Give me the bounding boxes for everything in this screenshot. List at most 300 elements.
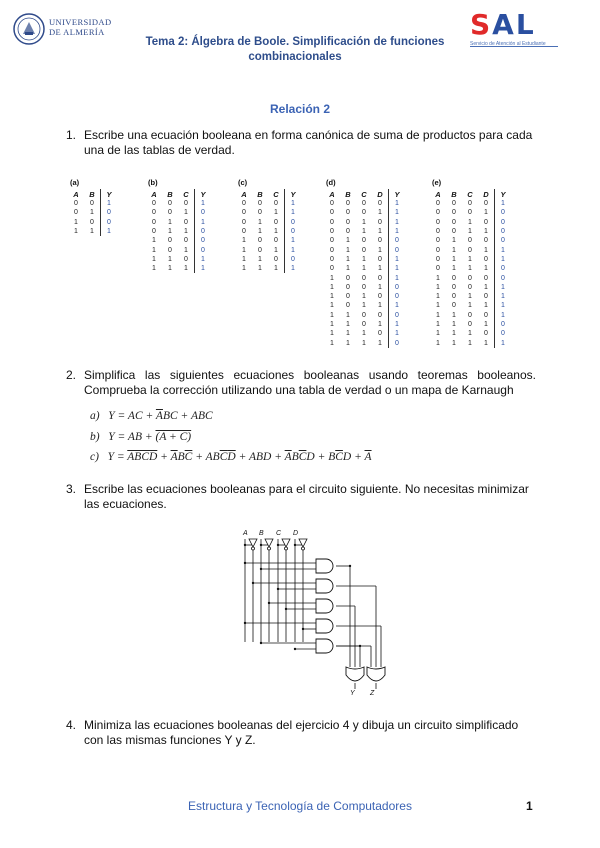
truth-table-row xyxy=(146,236,211,245)
truth-table-cell: 0 xyxy=(330,209,334,217)
sal-logo xyxy=(470,10,560,50)
truth-table xyxy=(430,189,511,348)
truth-table-cell: 0 xyxy=(330,200,334,208)
truth-table-cell: 0 xyxy=(184,237,188,245)
truth-table-cell: 0 xyxy=(389,338,406,347)
truth-table-cell: 1 xyxy=(285,208,302,217)
truth-table-cell: 1 xyxy=(168,265,172,273)
truth-table-cell: 0 xyxy=(330,228,334,236)
truth-table-cell: 1 xyxy=(389,320,406,329)
truth-table-header: A xyxy=(329,189,335,199)
truth-table-row xyxy=(236,208,301,217)
truth-table-cell: 0 xyxy=(378,237,382,245)
truth-table-header: Y xyxy=(389,189,406,199)
truth-table-cell: 1 xyxy=(389,208,406,217)
truth-table-cell: 0 xyxy=(362,311,366,319)
truth-table-cell: 1 xyxy=(495,338,512,347)
truth-table-cell: 0 xyxy=(378,200,382,208)
truth-table-cell: 0 xyxy=(436,237,440,245)
truth-table-cell: 0 xyxy=(258,209,262,217)
question-4: 4. Minimiza las ecuaciones booleanas del ejercicio 4 y dibuja un circuito simplificado con las mismas funciones Y y Z. xyxy=(66,718,519,747)
truth-table-cell: 1 xyxy=(468,293,472,301)
truth-table-cell: 1 xyxy=(484,339,488,347)
truth-table-cell: 0 xyxy=(452,228,456,236)
truth-table-cell: 1 xyxy=(184,209,188,217)
truth-table-cell: 1 xyxy=(436,283,440,291)
truth-table-cell: 0 xyxy=(389,245,406,254)
truth-table-row xyxy=(430,199,511,208)
truth-table-cell: 0 xyxy=(346,302,350,310)
truth-table-cell: 1 xyxy=(484,302,488,310)
truth-table-row xyxy=(324,208,405,217)
question-2: 2. Simplifica las siguientes ecuaciones booleanas usando teoremas booleanos. Comprueba la corrección utilizando una tabla de verdad o un mapa de Karnaugh xyxy=(66,368,536,397)
truth-table-cell: 1 xyxy=(484,283,488,291)
truth-table-cell: 0 xyxy=(330,218,334,226)
truth-table-cell: 0 xyxy=(330,255,334,263)
truth-table-cell: 1 xyxy=(74,218,78,226)
truth-table-label: (b) xyxy=(148,178,158,187)
truth-table-header: C xyxy=(361,189,367,199)
truth-table-cell: 0 xyxy=(285,218,302,227)
truth-table-cell: 1 xyxy=(436,330,440,338)
input-label-a: A xyxy=(243,530,248,537)
truth-table-cell: 0 xyxy=(285,255,302,264)
truth-table-cell: 1 xyxy=(195,264,212,273)
truth-table-cell: 1 xyxy=(152,237,156,245)
truth-table-cell: 1 xyxy=(152,255,156,263)
truth-table-cell: 0 xyxy=(378,330,382,338)
truth-table-row xyxy=(430,227,511,236)
truth-table-cell: 1 xyxy=(484,321,488,328)
truth-table-cell: 0 xyxy=(346,218,350,226)
truth-table-row xyxy=(68,227,117,236)
sal-logo-subtitle: Servicio de Atención al Estudiante xyxy=(470,41,546,47)
truth-table-cell: 1 xyxy=(330,339,334,347)
truth-table-cell: 1 xyxy=(389,264,406,273)
truth-table-cell: 0 xyxy=(274,200,278,208)
truth-table-cell: 1 xyxy=(389,218,406,227)
truth-table-cell: 0 xyxy=(452,293,456,301)
truth-table-cell: 1 xyxy=(184,228,188,236)
truth-table-header: Y xyxy=(285,189,302,199)
truth-table xyxy=(236,189,301,273)
truth-table-cell: 0 xyxy=(452,302,456,310)
truth-table-cell: 1 xyxy=(452,265,456,273)
truth-table-cell: 0 xyxy=(346,274,350,282)
footer-course: Estructura y Tecnología de Computadores xyxy=(188,799,412,813)
truth-table-cell: 0 xyxy=(484,293,488,301)
truth-table xyxy=(68,189,117,236)
truth-table-cell: 1 xyxy=(330,311,334,319)
truth-table-row xyxy=(324,311,405,320)
truth-table-header: A xyxy=(435,189,441,199)
truth-table-cell: 1 xyxy=(362,339,366,347)
truth-table-row xyxy=(430,283,511,292)
truth-table-row xyxy=(68,208,117,217)
truth-table-cell: 1 xyxy=(330,274,334,282)
truth-table-cell: 0 xyxy=(436,228,440,236)
truth-table-row xyxy=(236,227,301,236)
truth-table-cell: 1 xyxy=(452,311,456,319)
truth-table-cell: 0 xyxy=(436,255,440,263)
truth-table-row xyxy=(146,227,211,236)
truth-table-row xyxy=(324,255,405,264)
truth-table-cell: 0 xyxy=(378,311,382,319)
truth-table-row xyxy=(430,273,511,282)
truth-table xyxy=(146,189,211,273)
input-label-d: D xyxy=(293,530,299,537)
truth-table-header: B xyxy=(257,189,263,199)
truth-table-row xyxy=(430,264,511,273)
truth-table-cell: 1 xyxy=(484,265,488,273)
relacion-title: Relación 2 xyxy=(269,102,331,116)
truth-table-cell: 0 xyxy=(468,283,472,291)
truth-table-cell: 0 xyxy=(484,218,488,226)
truth-table-header: Y xyxy=(195,189,212,199)
truth-table-cell: 1 xyxy=(346,330,350,338)
truth-table-row xyxy=(236,255,301,264)
truth-table-cell: 1 xyxy=(468,339,472,347)
truth-table-cell: 0 xyxy=(242,218,246,226)
truth-table-cell: 1 xyxy=(346,265,350,273)
truth-table-row xyxy=(236,264,301,273)
truth-table-cell: 1 xyxy=(274,265,278,273)
truth-table-cell: 1 xyxy=(378,339,382,347)
truth-table-cell: 1 xyxy=(168,255,172,263)
truth-table-cell: 0 xyxy=(468,311,472,319)
output-label-y: Y xyxy=(350,690,355,697)
truth-table-cell: 1 xyxy=(452,255,456,263)
truth-table-cell: 1 xyxy=(330,302,334,310)
truth-table-cell: 1 xyxy=(484,228,488,236)
truth-table-cell: 0 xyxy=(152,218,156,226)
truth-table-cell: 1 xyxy=(468,330,472,338)
truth-table-cell: 0 xyxy=(90,200,94,208)
truth-table-cell: 0 xyxy=(346,209,350,217)
truth-table-cell: 0 xyxy=(495,218,512,227)
truth-table-cell: 1 xyxy=(468,302,472,310)
truth-table-row xyxy=(146,199,211,208)
output-label-z: Z xyxy=(370,690,375,697)
truth-table-cell: 0 xyxy=(389,283,406,292)
truth-table-header: Y xyxy=(495,189,512,199)
truth-table-header: C xyxy=(273,189,279,199)
truth-table-cell: 1 xyxy=(436,274,440,282)
truth-table-cell: 1 xyxy=(484,209,488,217)
truth-table-cell: 1 xyxy=(436,293,440,301)
truth-table-row xyxy=(324,218,405,227)
truth-table-cell: 1 xyxy=(468,265,472,273)
truth-table-cell: 0 xyxy=(362,200,366,208)
truth-table-row xyxy=(430,208,511,217)
truth-table-cell: 1 xyxy=(346,246,350,254)
truth-table-cell: 1 xyxy=(452,339,456,347)
truth-table-cell: 0 xyxy=(378,218,382,226)
logic-circuit-diagram xyxy=(238,527,400,697)
truth-table-cell: 0 xyxy=(362,237,366,245)
truth-table-row xyxy=(146,208,211,217)
equation-c: c) Y = ABCD + $\overline{A}B\overline{C} + AB\overline{C}\overline{D}$ + ABD + $\overline{A}B\overline{C}D + B\overline{C}D + \overline{A}$ xyxy=(90,451,372,463)
university-seal-icon xyxy=(13,13,45,45)
truth-table-row xyxy=(430,236,511,245)
truth-table-cell: 1 xyxy=(495,255,512,264)
truth-table-cell: 1 xyxy=(74,228,78,236)
page-number: 1 xyxy=(526,799,533,813)
truth-table-cell: 0 xyxy=(495,236,512,245)
truth-table-cell: 0 xyxy=(468,246,472,254)
truth-table-cell: 0 xyxy=(74,200,78,208)
truth-table-cell: 1 xyxy=(274,228,278,236)
and-gates xyxy=(316,559,333,653)
truth-table-row xyxy=(324,264,405,273)
truth-table-row xyxy=(430,255,511,264)
truth-table-cell: 0 xyxy=(495,273,512,282)
truth-table-cell: 0 xyxy=(346,293,350,301)
truth-table-header: B xyxy=(89,189,95,199)
truth-table-cell: 1 xyxy=(362,228,366,236)
truth-table-cell: 0 xyxy=(362,246,366,254)
input-label-b: B xyxy=(259,530,264,537)
truth-table-cell: 1 xyxy=(436,339,440,347)
truth-table-header: D xyxy=(483,189,489,199)
truth-table-cell: 0 xyxy=(184,200,188,208)
truth-table-cell: 1 xyxy=(101,199,118,208)
truth-table-header: C xyxy=(183,189,189,199)
truth-table-row xyxy=(324,283,405,292)
truth-table-header: D xyxy=(377,189,383,199)
truth-table-cell: 0 xyxy=(495,227,512,236)
truth-table-cell: 1 xyxy=(389,199,406,208)
truth-table-cell: 0 xyxy=(468,209,472,217)
truth-table-cell: 0 xyxy=(152,209,156,217)
truth-table-cell: 0 xyxy=(452,209,456,217)
truth-table-cell: 0 xyxy=(274,218,278,226)
truth-table-cell: 1 xyxy=(274,246,278,254)
document-title: Tema 2: Álgebra de Boole. Simplificación de funciones combinacionales xyxy=(145,36,445,63)
truth-table-cell: 0 xyxy=(468,321,472,328)
truth-table-cell: 1 xyxy=(242,246,246,254)
truth-table-cell: 1 xyxy=(362,293,366,301)
truth-table-cell: 1 xyxy=(389,301,406,310)
truth-table-cell: 0 xyxy=(330,246,334,254)
truth-table-cell: 0 xyxy=(452,200,456,208)
truth-table-cell: 1 xyxy=(378,246,382,254)
truth-table-cell: 1 xyxy=(242,237,246,245)
truth-table-row xyxy=(430,218,511,227)
truth-table-header: A xyxy=(151,189,157,199)
truth-table-cell: 0 xyxy=(330,237,334,245)
truth-table-cell: 1 xyxy=(389,273,406,282)
truth-table-row xyxy=(324,320,405,329)
truth-table-cell: 1 xyxy=(362,218,366,226)
truth-table-cell: 0 xyxy=(346,200,350,208)
truth-table-cell: 1 xyxy=(285,236,302,245)
truth-table-cell: 0 xyxy=(378,255,382,263)
truth-table-cell: 1 xyxy=(362,302,366,310)
truth-table-cell: 0 xyxy=(242,200,246,208)
truth-table-cell: 0 xyxy=(452,274,456,282)
truth-table-cell: 1 xyxy=(258,255,262,263)
truth-table-cell: 0 xyxy=(484,200,488,208)
truth-table-cell: 1 xyxy=(330,321,334,328)
truth-table-cell: 0 xyxy=(285,227,302,236)
truth-table-row xyxy=(324,329,405,338)
truth-table-cell: 0 xyxy=(362,274,366,282)
truth-table xyxy=(324,189,405,348)
truth-table-cell: 1 xyxy=(152,246,156,254)
truth-table-cell: 1 xyxy=(184,265,188,273)
truth-table-cell: 0 xyxy=(101,208,118,217)
truth-table-cell: 0 xyxy=(468,200,472,208)
truth-table-row xyxy=(324,273,405,282)
truth-table-cell: 1 xyxy=(258,218,262,226)
truth-table-cell: 0 xyxy=(258,246,262,254)
truth-table-cell: 1 xyxy=(330,283,334,291)
truth-table-cell: 1 xyxy=(452,246,456,254)
truth-table-cell: 1 xyxy=(495,292,512,301)
truth-table-cell: 0 xyxy=(242,209,246,217)
truth-table-cell: 1 xyxy=(90,209,94,217)
truth-table-cell: 0 xyxy=(346,228,350,236)
truth-table-row xyxy=(430,338,511,347)
truth-table-row xyxy=(324,338,405,347)
truth-table-row xyxy=(430,329,511,338)
truth-table-cell: 0 xyxy=(258,200,262,208)
truth-table-cell: 0 xyxy=(436,218,440,226)
truth-table-row xyxy=(146,255,211,264)
truth-table-cell: 1 xyxy=(468,255,472,263)
truth-table-cell: 0 xyxy=(495,320,512,329)
truth-table-cell: 1 xyxy=(285,245,302,254)
truth-table-cell: 1 xyxy=(378,283,382,291)
truth-table-cell: 0 xyxy=(484,255,488,263)
question-3: 3. Escribe las ecuaciones booleanas para el circuito siguiente. No necesitas minimizar las ecuaciones. xyxy=(66,482,529,511)
truth-table-cell: 1 xyxy=(378,209,382,217)
truth-table-cell: 1 xyxy=(330,293,334,301)
truth-table-cell: 0 xyxy=(90,218,94,226)
equation-b: b) Y = AB + (A + C) xyxy=(90,431,192,443)
truth-table-cell: 0 xyxy=(436,265,440,273)
truth-table-cell: 1 xyxy=(468,218,472,226)
truth-table-cell: 1 xyxy=(495,245,512,254)
truth-table-row xyxy=(68,218,117,227)
truth-table-cell: 0 xyxy=(495,208,512,217)
truth-table-cell: 1 xyxy=(495,199,512,208)
truth-table-cell: 1 xyxy=(495,311,512,320)
truth-table-cell: 1 xyxy=(285,199,302,208)
truth-table-cell: 1 xyxy=(330,330,334,338)
university-name: UNIVERSIDAD DE ALMERÍA xyxy=(49,17,112,37)
truth-table-label: (c) xyxy=(238,178,248,187)
truth-table-header: B xyxy=(451,189,457,199)
truth-table-cell: 1 xyxy=(436,321,440,328)
truth-table-row xyxy=(430,320,511,329)
truth-table-cell: 0 xyxy=(452,283,456,291)
truth-table-cell: 0 xyxy=(242,228,246,236)
or-gates xyxy=(346,667,385,681)
truth-table-cell: 1 xyxy=(389,227,406,236)
truth-table-cell: 1 xyxy=(452,330,456,338)
truth-table-cell: 0 xyxy=(195,208,212,217)
truth-table-cell: 0 xyxy=(258,237,262,245)
truth-table-cell: 0 xyxy=(168,209,172,217)
truth-table-cell: 1 xyxy=(452,237,456,245)
truth-table-cell: 0 xyxy=(378,293,382,301)
truth-table-cell: 0 xyxy=(389,311,406,320)
truth-table-cell: 0 xyxy=(484,237,488,245)
truth-table-cell: 0 xyxy=(389,236,406,245)
truth-table-cell: 0 xyxy=(484,274,488,282)
truth-table-cell: 0 xyxy=(468,237,472,245)
truth-table-cell: 0 xyxy=(436,209,440,217)
truth-table-cell: 1 xyxy=(195,199,212,208)
truth-table-cell: 0 xyxy=(74,209,78,217)
truth-table-label: (e) xyxy=(432,178,442,187)
truth-table-row xyxy=(324,301,405,310)
truth-table-cell: 1 xyxy=(362,265,366,273)
truth-table-header: B xyxy=(167,189,173,199)
truth-table-label: (d) xyxy=(326,178,336,187)
truth-table-cell: 1 xyxy=(378,228,382,236)
truth-table-cell: 1 xyxy=(468,228,472,236)
truth-table-row xyxy=(146,245,211,254)
question-1: 1. Escribe una ecuación booleana en forma canónica de suma de productos para cada una de las tablas de verdad. xyxy=(66,128,533,157)
truth-table-header: A xyxy=(241,189,247,199)
truth-table-cell: 1 xyxy=(378,302,382,310)
truth-table-cell: 0 xyxy=(274,255,278,263)
truth-table-cell: 0 xyxy=(184,218,188,226)
truth-table-cell: 1 xyxy=(242,265,246,273)
truth-table-cell: 1 xyxy=(285,264,302,273)
truth-table-cell: 1 xyxy=(495,283,512,292)
truth-table-cell: 1 xyxy=(346,311,350,319)
truth-table-cell: 1 xyxy=(168,228,172,236)
truth-table-row xyxy=(146,264,211,273)
truth-table-row xyxy=(430,245,511,254)
truth-table-cell: 1 xyxy=(436,311,440,319)
truth-table-cell: 1 xyxy=(346,237,350,245)
truth-table-cell: 0 xyxy=(436,246,440,254)
truth-table-cell: 1 xyxy=(258,228,262,236)
equation-a: a) Y = AC + $\overline{A}BC$ + ABC xyxy=(90,410,213,422)
truth-table-cell: 0 xyxy=(152,200,156,208)
truth-table-row xyxy=(324,245,405,254)
truth-table-cell: 0 xyxy=(495,329,512,338)
truth-table-cell: 0 xyxy=(362,209,366,217)
truth-table-cell: 0 xyxy=(484,330,488,338)
truth-table-cell: 0 xyxy=(184,255,188,263)
truth-table-cell: 0 xyxy=(168,200,172,208)
truth-table-cell: 1 xyxy=(195,218,212,227)
truth-table-cell: 1 xyxy=(195,255,212,264)
truth-table-cell: 1 xyxy=(346,339,350,347)
truth-table-row xyxy=(236,199,301,208)
truth-table-cell: 1 xyxy=(152,265,156,273)
truth-table-cell: 1 xyxy=(452,321,456,328)
truth-table-cell: 0 xyxy=(330,265,334,273)
truth-table-row xyxy=(236,218,301,227)
truth-table-cell: 1 xyxy=(346,255,350,263)
truth-table-header: B xyxy=(345,189,351,199)
truth-table-cell: 1 xyxy=(90,228,94,236)
truth-table-cell: 0 xyxy=(495,264,512,273)
circuit-wires xyxy=(245,539,381,689)
truth-table-header: Y xyxy=(101,189,118,199)
truth-table-header: C xyxy=(467,189,473,199)
truth-table-cell: 0 xyxy=(274,237,278,245)
truth-table-row xyxy=(236,236,301,245)
truth-table-cell: 1 xyxy=(168,218,172,226)
